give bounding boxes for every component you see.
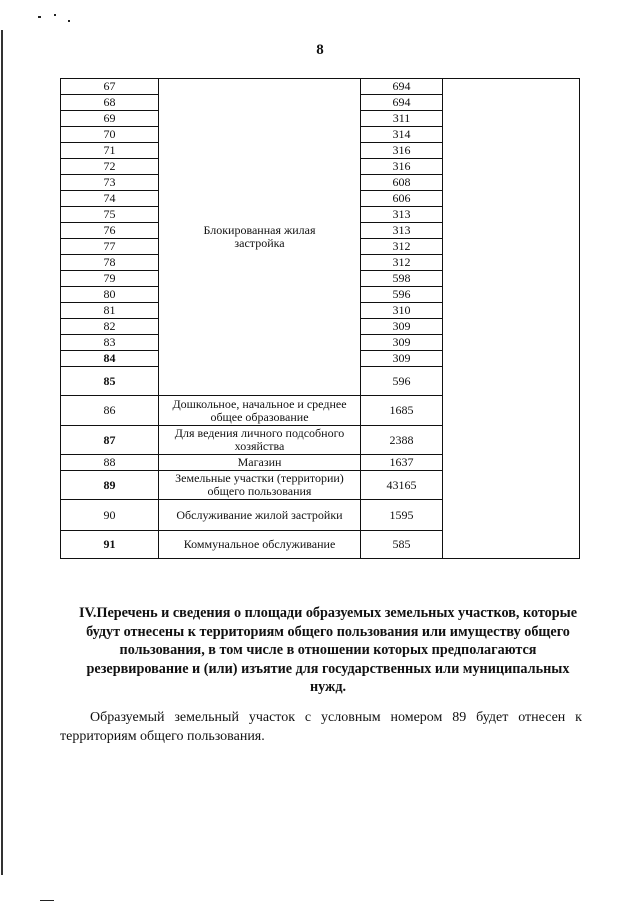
parcel-number: 74 — [61, 191, 159, 207]
parcel-number: 79 — [61, 271, 159, 287]
parcel-number: 82 — [61, 319, 159, 335]
parcel-number: 87 — [61, 426, 159, 455]
parcel-number: 86 — [61, 396, 159, 426]
table-row — [61, 79, 580, 95]
land-use: Магазин — [159, 455, 361, 471]
parcel-area: 2388 — [361, 426, 443, 455]
parcel-number: 85 — [61, 367, 159, 396]
parcel-number: 69 — [61, 111, 159, 127]
parcel-number: 80 — [61, 287, 159, 303]
parcel-area: 312 — [361, 255, 443, 271]
land-use: Дошкольное, начальное и среднее общее образование — [159, 396, 361, 426]
scan-speck — [54, 14, 56, 16]
parcel-area: 43165 — [361, 471, 443, 500]
parcel-area: 608 — [361, 175, 443, 191]
parcel-area: 596 — [361, 367, 443, 396]
parcel-number: 67 — [61, 79, 159, 95]
parcel-area: 309 — [361, 351, 443, 367]
parcel-area: 313 — [361, 207, 443, 223]
parcel-area: 585 — [361, 531, 443, 559]
empty-column — [443, 79, 580, 559]
parcel-number: 70 — [61, 127, 159, 143]
parcel-area: 694 — [361, 79, 443, 95]
land-use: Обслуживание жилой застройки — [159, 500, 361, 531]
parcel-number: 84 — [61, 351, 159, 367]
parcel-number: 76 — [61, 223, 159, 239]
scan-speck — [40, 900, 54, 901]
parcel-number: 89 — [61, 471, 159, 500]
parcel-number: 72 — [61, 159, 159, 175]
parcel-area: 309 — [361, 335, 443, 351]
parcel-area: 598 — [361, 271, 443, 287]
parcel-number: 78 — [61, 255, 159, 271]
scan-speck — [38, 16, 41, 18]
parcel-number: 83 — [61, 335, 159, 351]
parcel-area: 314 — [361, 127, 443, 143]
parcel-number: 81 — [61, 303, 159, 319]
parcel-area: 606 — [361, 191, 443, 207]
land-use: Земельные участки (территории) общего пользования — [159, 471, 361, 500]
body-paragraph: Образуемый земельный участок с условным номером 89 будет отнесен к территориям общего пользования. — [60, 710, 582, 744]
page-number: 8 — [316, 42, 324, 58]
parcel-area: 312 — [361, 239, 443, 255]
parcel-area: 313 — [361, 223, 443, 239]
parcel-area: 1637 — [361, 455, 443, 471]
parcel-number: 90 — [61, 500, 159, 531]
parcel-area: 596 — [361, 287, 443, 303]
land-use-group: Блокированная жилая застройка — [159, 79, 361, 396]
parcel-number: 91 — [61, 531, 159, 559]
parcel-area: 310 — [361, 303, 443, 319]
land-use: Для ведения личного подсобного хозяйства — [159, 426, 361, 455]
parcels-table — [60, 78, 580, 559]
parcel-area: 311 — [361, 111, 443, 127]
parcel-number: 75 — [61, 207, 159, 223]
section-heading: IV.Перечень и сведения о площади образуемых земельных участков, которые будут отнесены к территориям общего пользования или имуществу общего пользования, в том числе в отношении которых предполагаются резервирование и (или) изъятие для государственных или муниципальных нужд. — [78, 605, 578, 695]
scan-speck — [68, 20, 70, 22]
parcel-number: 71 — [61, 143, 159, 159]
parcel-area: 1595 — [361, 500, 443, 531]
parcel-number: 88 — [61, 455, 159, 471]
parcel-number: 68 — [61, 95, 159, 111]
parcel-area: 316 — [361, 143, 443, 159]
parcel-area: 1685 — [361, 396, 443, 426]
scan-edge — [1, 30, 3, 875]
parcel-area: 316 — [361, 159, 443, 175]
land-use: Коммунальное обслуживание — [159, 531, 361, 559]
parcel-area: 309 — [361, 319, 443, 335]
parcel-number: 77 — [61, 239, 159, 255]
parcel-number: 73 — [61, 175, 159, 191]
parcel-area: 694 — [361, 95, 443, 111]
